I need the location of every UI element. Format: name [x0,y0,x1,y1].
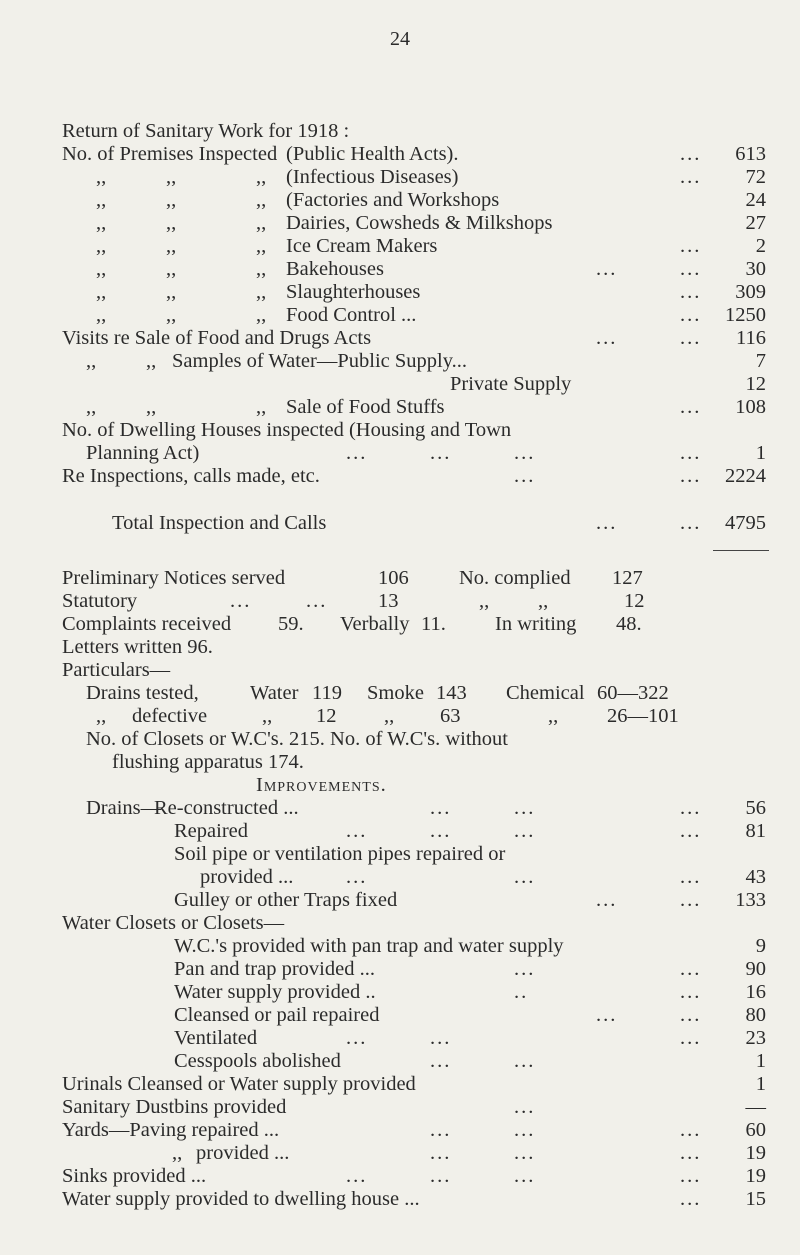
drains-tested-label: Drains tested, [86,682,199,704]
leader-dots: ... [680,465,702,487]
ditto-mark: ,, [96,166,107,188]
ditto-mark: ,, [96,235,107,257]
visits-label: Samples of Water—Public Supply... [172,350,468,372]
leader-dots: ... [680,258,702,280]
leader-dots: ... [680,1188,702,1210]
leader-dots: ... [680,1027,702,1049]
leader-dots: ... [514,820,536,842]
ditto-mark: ,, [166,304,177,326]
drains-item-value: 81 [745,820,766,842]
leader-dots: ... [514,1096,536,1118]
leader-dots: ... [514,866,536,888]
ditto-mark: ,, [262,705,273,727]
leader-dots: ... [346,1027,368,1049]
letters-written: Letters written 96. [62,636,213,658]
ditto-mark: ,, [86,396,97,418]
ditto-mark: ,, [86,350,97,372]
water-closets-item-value: 1 [755,1050,766,1072]
ditto-mark: ,, [384,705,395,727]
water-value: 119 [312,682,342,704]
leader-dots: ... [680,958,702,980]
leader-dots: ... [680,1119,702,1141]
leader-dots: ... [430,1142,452,1164]
premises-category: Food Control ... [286,304,417,326]
dwelling-label: No. of Dwelling Houses inspected (Housing and Town [62,419,512,441]
drains-item-value: 56 [745,797,766,819]
preliminary-complied-value: 127 [612,567,643,589]
premises-value: 30 [745,258,766,280]
premises-value: 24 [745,189,766,211]
leader-dots: ... [680,281,702,303]
visits-value: 116 [736,327,766,349]
leader-dots: ... [430,820,452,842]
drains-item-label: Repaired [174,820,248,842]
drains-item-label: Soil pipe or ventilation pipes repaired or [174,843,506,865]
ditto-mark: ,, [256,189,267,211]
statutory-value: 13 [378,590,399,612]
preliminary-label: Preliminary Notices served [62,567,286,589]
leader-dots: ... [680,889,702,911]
smoke-value: 143 [436,682,467,704]
ditto-mark: ,, [166,258,177,280]
ditto-mark: ,, [96,281,107,303]
drains-item-value: 43 [745,866,766,888]
reinspections-label: Re Inspections, calls made, etc. [62,465,320,487]
leader-dots: ... [514,1050,536,1072]
writing-value: 48. [616,613,642,635]
leader-dots: ... [346,866,368,888]
complaints-label: Complaints received [62,613,232,635]
leader-dots: ... [346,1165,368,1187]
visits-label: Private Supply [450,373,572,395]
ditto-mark: ,, [172,1142,183,1164]
premises-label: No. of Premises Inspected [62,143,278,165]
ditto-mark: ,, [548,705,559,727]
leader-dots: ... [514,1165,536,1187]
leader-dots: ... [430,1165,452,1187]
ditto-mark: ,, [256,212,267,234]
leader-dots: ... [430,1050,452,1072]
total-value: 4795 [725,512,766,534]
leader-dots: ... [680,1142,702,1164]
page-number: 24 [390,28,410,50]
premises-value: 613 [735,143,766,165]
water-label: Water [250,682,299,704]
chemical-value: 60—322 [597,682,669,704]
water-closets-item-value: 23 [745,1027,766,1049]
leader-dots: ... [680,442,702,464]
water-closets-item-value: 16 [745,981,766,1003]
drains-item-label: Gulley or other Traps fixed [174,889,398,911]
leader-dots: ... [430,1119,452,1141]
yards-provided-label: provided ... [196,1142,290,1164]
leader-dots: ... [430,442,452,464]
total-row [0,510,800,536]
reinspections-value: 2224 [725,465,766,487]
ditto-mark: ,, [96,705,107,727]
verbally-label: Verbally [340,613,410,635]
verbally-value: 11. [421,613,446,635]
ditto-mark: ,, [256,281,267,303]
particulars-heading: Particulars— [62,659,171,681]
leader-dots: ... [680,166,702,188]
premises-category: Ice Cream Makers [286,235,438,257]
closets-text: flushing apparatus 174. [112,751,304,773]
urinals-label: Urinals Cleansed or Water supply provided [62,1073,416,1095]
leader-dots: ... [680,1165,702,1187]
water-closets-label: Water Closets or Closets— [62,912,285,934]
visits-value: 108 [735,396,766,418]
ditto-mark: ,, [146,350,157,372]
drains-item-label: Re-constructed ... [154,797,299,819]
leader-dots: ... [514,1119,536,1141]
leader-dots: ... [680,304,702,326]
water-closets-item-value: 80 [745,1004,766,1026]
smoke-label: Smoke [367,682,424,704]
premises-category: (Public Health Acts). [286,143,459,165]
drains-item-label: provided ... [200,866,294,888]
ditto-mark: ,, [96,304,107,326]
leader-dots: .. [514,981,529,1003]
leader-dots: ... [430,797,452,819]
leader-dots: ... [680,820,702,842]
water-closets-item-label: W.C.'s provided with pan trap and water supply [174,935,564,957]
leader-dots: ... [680,866,702,888]
yards-provided-value: 19 [745,1142,766,1164]
leader-dots: ... [306,590,328,612]
statutory-label: Statutory [62,590,138,612]
dustbins-label: Sanitary Dustbins provided [62,1096,287,1118]
complaints-value: 59. [278,613,304,635]
sinks-label: Sinks provided ... [62,1165,207,1187]
improvements-heading: Improvements. [256,774,387,796]
premises-category: (Factories and Workshops [286,189,500,211]
complied-label: No. complied [459,567,571,589]
sinks-value: 19 [745,1165,766,1187]
water-closets-item-label: Pan and trap provided ... [174,958,375,980]
leader-dots: ... [514,958,536,980]
ditto-mark: ,, [256,396,267,418]
yards-repaired-label: Yards—Paving repaired ... [62,1119,280,1141]
premises-value: 1250 [725,304,766,326]
leader-dots: ... [514,1142,536,1164]
leader-dots: ... [680,143,702,165]
reinspections-row [0,463,800,489]
writing-label: In writing [495,613,577,635]
defective-chemical-value: 26—101 [607,705,679,727]
premises-value: 72 [745,166,766,188]
premises-category: Bakehouses [286,258,384,280]
water-dwelling-label: Water supply provided to dwelling house ... [62,1188,420,1210]
ditto-mark: ,, [166,235,177,257]
ditto-mark: ,, [166,281,177,303]
dustbins-value: — [745,1096,766,1118]
leader-dots: ... [230,590,252,612]
dwelling-label: Planning Act) [86,442,200,464]
ditto-mark: ,, [256,258,267,280]
leader-dots: ... [596,1004,618,1026]
ditto-mark: ,, [538,590,549,612]
ditto-mark: ,, [146,396,157,418]
leader-dots: ... [680,396,702,418]
premises-category: Dairies, Cowsheds & Milkshops [286,212,553,234]
water-closets-item-value: 90 [745,958,766,980]
leader-dots: ... [680,327,702,349]
ditto-mark: ,, [256,304,267,326]
statutory-complied-value: 12 [624,590,645,612]
leader-dots: ... [680,235,702,257]
leader-dots: ... [680,797,702,819]
visits-label: Visits re Sale of Food and Drugs Acts [62,327,372,349]
drains-item-value: 133 [735,889,766,911]
ditto-mark: ,, [166,189,177,211]
leader-dots: ... [680,1004,702,1026]
defective-label: defective [132,705,208,727]
leader-dots: ... [514,797,536,819]
leader-dots: ... [596,327,618,349]
water-closets-item-value: 9 [755,935,766,957]
leader-dots: ... [596,258,618,280]
leader-dots: ... [346,442,368,464]
ditto-mark: ,, [479,590,490,612]
visits-value: 12 [745,373,766,395]
water-dwelling-value: 15 [745,1188,766,1210]
visits-label: Sale of Food Stuffs [286,396,445,418]
water-closets-item-label: Cleansed or pail repaired [174,1004,380,1026]
ditto-mark: ,, [96,258,107,280]
closets-text: No. of Closets or W.C's. 215. No. of W.C's. without [86,728,508,750]
urinals-value: 1 [755,1073,766,1095]
leader-dots: ... [430,1027,452,1049]
leader-dots: ... [514,465,536,487]
drains-label: Drains— [86,797,162,819]
yards-repaired-value: 60 [745,1119,766,1141]
leader-dots: ... [680,981,702,1003]
total-rule [713,550,769,551]
chemical-label: Chemical [506,682,585,704]
ditto-mark: ,, [256,235,267,257]
preliminary-value: 106 [378,567,409,589]
ditto-mark: ,, [166,166,177,188]
premises-value: 309 [735,281,766,303]
premises-category: (Infectious Diseases) [286,166,459,188]
premises-category: Slaughterhouses [286,281,421,303]
ditto-mark: ,, [256,166,267,188]
defective-smoke-value: 63 [440,705,461,727]
leader-dots: ... [514,442,536,464]
water-closets-item-label: Water supply provided .. [174,981,376,1003]
ditto-mark: ,, [96,189,107,211]
water-dwelling-row [0,1186,800,1212]
leader-dots: ... [346,820,368,842]
premises-value: 27 [745,212,766,234]
dwelling-value: 1 [755,442,766,464]
return-title: Return of Sanitary Work for 1918 : [62,120,350,142]
leader-dots: ... [596,512,618,534]
total-label: Total Inspection and Calls [112,512,327,534]
defective-water-value: 12 [316,705,337,727]
leader-dots: ... [596,889,618,911]
ditto-mark: ,, [96,212,107,234]
water-closets-item-label: Cesspools abolished [174,1050,341,1072]
ditto-mark: ,, [166,212,177,234]
premises-value: 2 [755,235,766,257]
water-closets-item-label: Ventilated [174,1027,258,1049]
leader-dots: ... [680,512,702,534]
visits-value: 7 [755,350,766,372]
